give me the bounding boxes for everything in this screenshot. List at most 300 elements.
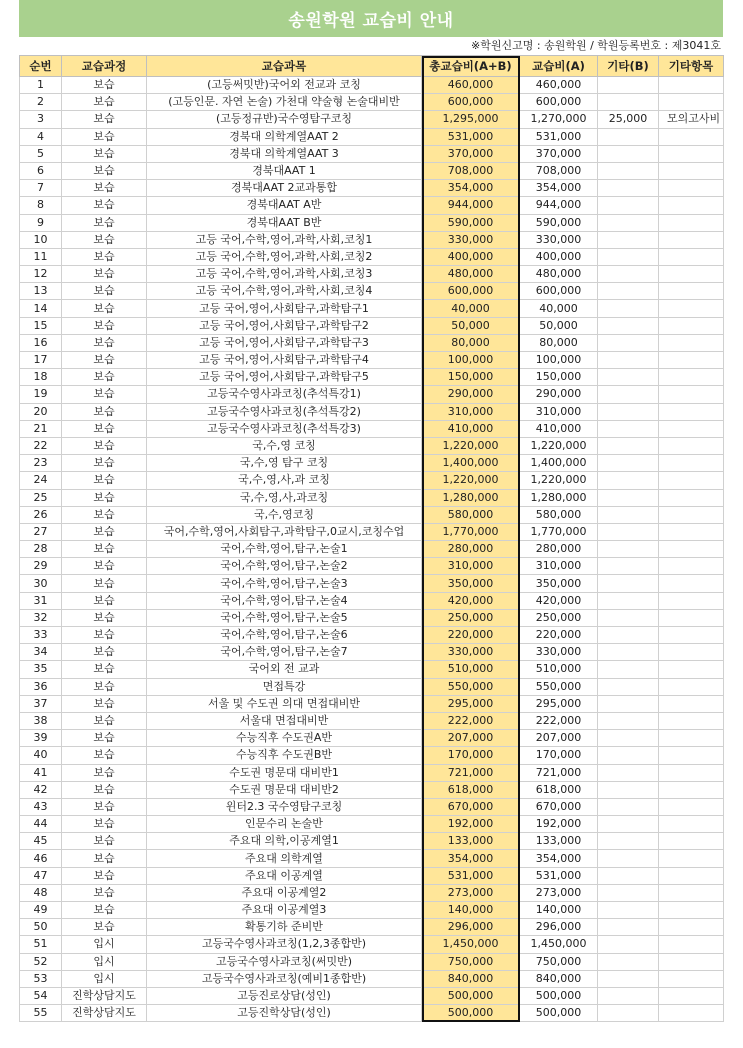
cell-other-b xyxy=(598,609,659,626)
cell-fee-a: 400,000 xyxy=(520,248,598,265)
cell-subject: 고등 국어,수학,영어,과학,사회,코칭4 xyxy=(147,283,422,300)
cell-no: 9 xyxy=(20,214,62,231)
cell-other-item xyxy=(659,970,724,987)
cell-total: 420,000 xyxy=(422,592,520,609)
cell-subject: 고등 국어,영어,사회탐구,과학탐구3 xyxy=(147,334,422,351)
cell-other-b xyxy=(598,764,659,781)
cell-other-b xyxy=(598,850,659,867)
cell-subject: 경북대AAT B반 xyxy=(147,214,422,231)
cell-fee-a: 500,000 xyxy=(520,1005,598,1022)
cell-no: 28 xyxy=(20,541,62,558)
cell-course: 보습 xyxy=(62,695,147,712)
cell-total: 310,000 xyxy=(422,558,520,575)
cell-other-item xyxy=(659,781,724,798)
cell-other-b xyxy=(598,884,659,901)
cell-no: 22 xyxy=(20,437,62,454)
cell-subject: 국,수,영코칭 xyxy=(147,506,422,523)
cell-total: 1,220,000 xyxy=(422,437,520,454)
cell-no: 53 xyxy=(20,970,62,987)
cell-no: 25 xyxy=(20,489,62,506)
cell-other-b xyxy=(598,661,659,678)
cell-no: 12 xyxy=(20,266,62,283)
cell-no: 35 xyxy=(20,661,62,678)
cell-total: 1,295,000 xyxy=(422,111,520,128)
cell-fee-a: 531,000 xyxy=(520,128,598,145)
cell-course: 보습 xyxy=(62,541,147,558)
cell-course: 보습 xyxy=(62,850,147,867)
table-row xyxy=(20,77,724,94)
cell-course: 보습 xyxy=(62,300,147,317)
cell-other-item xyxy=(659,541,724,558)
cell-other-b xyxy=(598,541,659,558)
cell-fee-a: 1,220,000 xyxy=(520,437,598,454)
cell-subject: 윈터2.3 국수영탐구코칭 xyxy=(147,798,422,815)
cell-subject: 서울대 면접대비반 xyxy=(147,712,422,729)
table-row xyxy=(20,575,724,592)
cell-other-b xyxy=(598,506,659,523)
cell-total: 100,000 xyxy=(422,352,520,369)
cell-subject: 서울 및 수도권 의대 면접대비반 xyxy=(147,695,422,712)
cell-total: 400,000 xyxy=(422,248,520,265)
cell-other-b xyxy=(598,420,659,437)
cell-no: 13 xyxy=(20,283,62,300)
cell-other-item xyxy=(659,489,724,506)
cell-course: 보습 xyxy=(62,730,147,747)
cell-subject: 국어,수학,영어,탐구,논술1 xyxy=(147,541,422,558)
cell-no: 20 xyxy=(20,403,62,420)
cell-other-item xyxy=(659,472,724,489)
cell-no: 48 xyxy=(20,884,62,901)
cell-total: 133,000 xyxy=(422,833,520,850)
cell-course: 보습 xyxy=(62,712,147,729)
cell-fee-a: 280,000 xyxy=(520,541,598,558)
cell-total: 590,000 xyxy=(422,214,520,231)
cell-total: 944,000 xyxy=(422,197,520,214)
table-row xyxy=(20,437,724,454)
cell-total: 296,000 xyxy=(422,919,520,936)
cell-subject: 고등국수영사과코칭(1,2,3종합반) xyxy=(147,936,422,953)
cell-course: 보습 xyxy=(62,231,147,248)
cell-course: 보습 xyxy=(62,833,147,850)
cell-other-b xyxy=(598,575,659,592)
table-row xyxy=(20,919,724,936)
cell-total: 721,000 xyxy=(422,764,520,781)
cell-other-b xyxy=(598,712,659,729)
cell-other-item xyxy=(659,403,724,420)
table-row xyxy=(20,403,724,420)
cell-other-item: 모의고사비 xyxy=(659,111,724,128)
cell-fee-a: 100,000 xyxy=(520,352,598,369)
cell-other-b xyxy=(598,558,659,575)
cell-other-item xyxy=(659,953,724,970)
cell-fee-a: 1,400,000 xyxy=(520,455,598,472)
cell-subject: 고등진로상담(성인) xyxy=(147,987,422,1004)
cell-other-b xyxy=(598,145,659,162)
cell-subject: 국어,수학,영어,탐구,논술2 xyxy=(147,558,422,575)
cell-other-item xyxy=(659,627,724,644)
cell-subject: 경북대AAT A반 xyxy=(147,197,422,214)
header-no: 순번 xyxy=(20,56,62,77)
cell-no: 7 xyxy=(20,180,62,197)
cell-course: 보습 xyxy=(62,884,147,901)
cell-total: 480,000 xyxy=(422,266,520,283)
cell-subject: 국어,수학,영어,탐구,논술6 xyxy=(147,627,422,644)
cell-no: 1 xyxy=(20,77,62,94)
cell-total: 1,220,000 xyxy=(422,472,520,489)
table-row xyxy=(20,145,724,162)
cell-fee-a: 480,000 xyxy=(520,266,598,283)
cell-other-item xyxy=(659,248,724,265)
table-row xyxy=(20,94,724,111)
cell-other-b xyxy=(598,523,659,540)
cell-subject: 경북대AAT 2교과통합 xyxy=(147,180,422,197)
cell-subject: 경북대AAT 1 xyxy=(147,162,422,179)
cell-fee-a: 590,000 xyxy=(520,214,598,231)
cell-fee-a: 600,000 xyxy=(520,283,598,300)
cell-fee-a: 140,000 xyxy=(520,902,598,919)
table-row xyxy=(20,162,724,179)
cell-subject: 주요대 이공계열 xyxy=(147,867,422,884)
cell-total: 354,000 xyxy=(422,850,520,867)
cell-total: 840,000 xyxy=(422,970,520,987)
cell-course: 보습 xyxy=(62,592,147,609)
cell-course: 보습 xyxy=(62,420,147,437)
cell-total: 80,000 xyxy=(422,334,520,351)
table-row xyxy=(20,867,724,884)
cell-other-b xyxy=(598,953,659,970)
cell-other-b xyxy=(598,334,659,351)
cell-no: 19 xyxy=(20,386,62,403)
header-subject: 교습과목 xyxy=(147,56,422,77)
cell-subject: 수능직후 수도권A반 xyxy=(147,730,422,747)
cell-fee-a: 1,270,000 xyxy=(520,111,598,128)
cell-total: 670,000 xyxy=(422,798,520,815)
cell-other-b xyxy=(598,386,659,403)
cell-no: 34 xyxy=(20,644,62,661)
table-row xyxy=(20,902,724,919)
cell-fee-a: 618,000 xyxy=(520,781,598,798)
table-row xyxy=(20,678,724,695)
cell-course: 보습 xyxy=(62,317,147,334)
cell-fee-a: 370,000 xyxy=(520,145,598,162)
cell-fee-a: 354,000 xyxy=(520,850,598,867)
cell-other-item xyxy=(659,214,724,231)
table-row xyxy=(20,128,724,145)
cell-other-b xyxy=(598,798,659,815)
table-row xyxy=(20,712,724,729)
table-row xyxy=(20,987,724,1004)
cell-subject: 고등 국어,수학,영어,과학,사회,코칭1 xyxy=(147,231,422,248)
cell-course: 보습 xyxy=(62,523,147,540)
cell-total: 510,000 xyxy=(422,661,520,678)
cell-other-b xyxy=(598,730,659,747)
cell-no: 21 xyxy=(20,420,62,437)
cell-other-item xyxy=(659,386,724,403)
cell-other-b xyxy=(598,455,659,472)
cell-course: 보습 xyxy=(62,369,147,386)
cell-fee-a: 500,000 xyxy=(520,987,598,1004)
table-row xyxy=(20,661,724,678)
cell-course: 보습 xyxy=(62,489,147,506)
cell-other-b xyxy=(598,162,659,179)
table-row xyxy=(20,369,724,386)
cell-course: 보습 xyxy=(62,455,147,472)
cell-fee-a: 330,000 xyxy=(520,231,598,248)
cell-course: 보습 xyxy=(62,919,147,936)
cell-other-item xyxy=(659,558,724,575)
cell-fee-a: 460,000 xyxy=(520,77,598,94)
cell-no: 10 xyxy=(20,231,62,248)
cell-other-b xyxy=(598,936,659,953)
cell-total: 531,000 xyxy=(422,128,520,145)
cell-total: 600,000 xyxy=(422,94,520,111)
cell-subject: 국어,수학,영어,탐구,논술5 xyxy=(147,609,422,626)
cell-subject: 경북대 의학계열AAT 3 xyxy=(147,145,422,162)
cell-total: 580,000 xyxy=(422,506,520,523)
page-title: 송원학원 교습비 안내 xyxy=(19,0,723,37)
cell-total: 750,000 xyxy=(422,953,520,970)
cell-other-item xyxy=(659,300,724,317)
cell-no: 40 xyxy=(20,747,62,764)
cell-course: 보습 xyxy=(62,798,147,815)
cell-other-b xyxy=(598,644,659,661)
cell-other-b xyxy=(598,489,659,506)
cell-subject: (고등써밋반)국어외 전교과 코칭 xyxy=(147,77,422,94)
cell-other-item xyxy=(659,644,724,661)
cell-other-item xyxy=(659,455,724,472)
cell-course: 보습 xyxy=(62,764,147,781)
cell-course: 보습 xyxy=(62,403,147,420)
table-row xyxy=(20,334,724,351)
cell-no: 33 xyxy=(20,627,62,644)
table-row xyxy=(20,833,724,850)
cell-no: 36 xyxy=(20,678,62,695)
cell-subject: 주요대 이공계열2 xyxy=(147,884,422,901)
cell-fee-a: 80,000 xyxy=(520,334,598,351)
cell-fee-a: 350,000 xyxy=(520,575,598,592)
cell-subject: 고등진학상담(성인) xyxy=(147,1005,422,1022)
table-row xyxy=(20,644,724,661)
table-row xyxy=(20,214,724,231)
table-row xyxy=(20,317,724,334)
cell-subject: 인문수리 논술반 xyxy=(147,816,422,833)
cell-no: 47 xyxy=(20,867,62,884)
cell-other-item xyxy=(659,850,724,867)
table-row xyxy=(20,816,724,833)
cell-no: 45 xyxy=(20,833,62,850)
cell-other-b xyxy=(598,781,659,798)
cell-other-item xyxy=(659,678,724,695)
cell-subject: 고등 국어,영어,사회탐구,과학탐구5 xyxy=(147,369,422,386)
table-row xyxy=(20,970,724,987)
cell-total: 250,000 xyxy=(422,609,520,626)
table-row xyxy=(20,936,724,953)
table-row xyxy=(20,1005,724,1022)
table-row xyxy=(20,180,724,197)
cell-no: 46 xyxy=(20,850,62,867)
table-row xyxy=(20,627,724,644)
cell-total: 295,000 xyxy=(422,695,520,712)
cell-subject: 고등 국어,수학,영어,과학,사회,코칭3 xyxy=(147,266,422,283)
fee-table xyxy=(19,55,724,1022)
cell-total: 600,000 xyxy=(422,283,520,300)
cell-course: 보습 xyxy=(62,627,147,644)
cell-other-item xyxy=(659,162,724,179)
cell-other-item xyxy=(659,523,724,540)
cell-course: 진학상담지도 xyxy=(62,1005,147,1022)
table-row xyxy=(20,231,724,248)
cell-other-item xyxy=(659,936,724,953)
cell-total: 220,000 xyxy=(422,627,520,644)
table-row xyxy=(20,352,724,369)
cell-other-b xyxy=(598,695,659,712)
cell-no: 41 xyxy=(20,764,62,781)
cell-course: 보습 xyxy=(62,437,147,454)
cell-other-b xyxy=(598,592,659,609)
cell-total: 500,000 xyxy=(422,987,520,1004)
cell-no: 11 xyxy=(20,248,62,265)
table-row xyxy=(20,798,724,815)
cell-no: 17 xyxy=(20,352,62,369)
table-row xyxy=(20,472,724,489)
cell-total: 170,000 xyxy=(422,747,520,764)
cell-total: 192,000 xyxy=(422,816,520,833)
table-row xyxy=(20,300,724,317)
table-row xyxy=(20,523,724,540)
cell-course: 보습 xyxy=(62,867,147,884)
cell-subject: 고등국수영사과코칭(써밋반) xyxy=(147,953,422,970)
cell-subject: 국,수,영 탐구 코칭 xyxy=(147,455,422,472)
cell-course: 입시 xyxy=(62,970,147,987)
cell-total: 550,000 xyxy=(422,678,520,695)
cell-course: 보습 xyxy=(62,575,147,592)
cell-subject: 주요대 의학계열 xyxy=(147,850,422,867)
cell-subject: 국어,수학,영어,탐구,논술4 xyxy=(147,592,422,609)
cell-course: 보습 xyxy=(62,197,147,214)
cell-fee-a: 290,000 xyxy=(520,386,598,403)
table-row xyxy=(20,609,724,626)
table-row xyxy=(20,541,724,558)
cell-subject: 수도권 명문대 대비반2 xyxy=(147,781,422,798)
cell-subject: (고등인문. 자연 논술) 가천대 약술형 논술대비반 xyxy=(147,94,422,111)
cell-fee-a: 296,000 xyxy=(520,919,598,936)
fee-table-body xyxy=(20,77,724,1022)
cell-other-item xyxy=(659,197,724,214)
cell-subject: 국어,수학,영어,탐구,논술3 xyxy=(147,575,422,592)
cell-total: 40,000 xyxy=(422,300,520,317)
cell-total: 1,280,000 xyxy=(422,489,520,506)
table-row xyxy=(20,489,724,506)
cell-no: 3 xyxy=(20,111,62,128)
cell-other-b xyxy=(598,317,659,334)
cell-other-b xyxy=(598,352,659,369)
cell-other-b xyxy=(598,627,659,644)
cell-course: 보습 xyxy=(62,266,147,283)
cell-subject: 국,수,영 코칭 xyxy=(147,437,422,454)
cell-course: 보습 xyxy=(62,334,147,351)
cell-no: 18 xyxy=(20,369,62,386)
cell-no: 42 xyxy=(20,781,62,798)
cell-no: 51 xyxy=(20,936,62,953)
cell-other-item xyxy=(659,833,724,850)
table-row xyxy=(20,953,724,970)
table-header-row xyxy=(20,56,724,77)
cell-total: 280,000 xyxy=(422,541,520,558)
cell-other-item xyxy=(659,902,724,919)
cell-fee-a: 273,000 xyxy=(520,884,598,901)
cell-fee-a: 1,770,000 xyxy=(520,523,598,540)
cell-subject: 고등국수영사과코칭(예비1종합반) xyxy=(147,970,422,987)
cell-other-item xyxy=(659,798,724,815)
table-row xyxy=(20,111,724,128)
cell-no: 26 xyxy=(20,506,62,523)
cell-other-b xyxy=(598,472,659,489)
cell-total: 708,000 xyxy=(422,162,520,179)
cell-other-b xyxy=(598,437,659,454)
cell-total: 150,000 xyxy=(422,369,520,386)
cell-subject: 수능직후 수도권B반 xyxy=(147,747,422,764)
table-row xyxy=(20,764,724,781)
cell-total: 330,000 xyxy=(422,644,520,661)
cell-subject: (고등정규반)국수영탐구코칭 xyxy=(147,111,422,128)
cell-total: 410,000 xyxy=(422,420,520,437)
cell-other-b xyxy=(598,369,659,386)
cell-subject: 고등 국어,영어,사회탐구,과학탐구4 xyxy=(147,352,422,369)
cell-no: 50 xyxy=(20,919,62,936)
cell-no: 4 xyxy=(20,128,62,145)
cell-fee-a: 550,000 xyxy=(520,678,598,695)
cell-no: 15 xyxy=(20,317,62,334)
cell-no: 6 xyxy=(20,162,62,179)
cell-other-item xyxy=(659,369,724,386)
cell-total: 354,000 xyxy=(422,180,520,197)
cell-no: 24 xyxy=(20,472,62,489)
cell-no: 8 xyxy=(20,197,62,214)
cell-course: 보습 xyxy=(62,902,147,919)
table-row xyxy=(20,592,724,609)
cell-course: 진학상담지도 xyxy=(62,987,147,1004)
header-total: 총교습비(A+B) xyxy=(422,56,520,77)
cell-total: 1,450,000 xyxy=(422,936,520,953)
cell-fee-a: 40,000 xyxy=(520,300,598,317)
cell-fee-a: 721,000 xyxy=(520,764,598,781)
cell-course: 보습 xyxy=(62,609,147,626)
cell-other-b xyxy=(598,128,659,145)
cell-other-item xyxy=(659,730,724,747)
cell-subject: 고등 국어,수학,영어,과학,사회,코칭2 xyxy=(147,248,422,265)
cell-other-item xyxy=(659,884,724,901)
cell-other-b xyxy=(598,1005,659,1022)
cell-course: 보습 xyxy=(62,77,147,94)
cell-other-b xyxy=(598,403,659,420)
cell-course: 입시 xyxy=(62,953,147,970)
cell-no: 37 xyxy=(20,695,62,712)
cell-subject: 고등 국어,영어,사회탐구,과학탐구2 xyxy=(147,317,422,334)
cell-other-item xyxy=(659,437,724,454)
cell-no: 49 xyxy=(20,902,62,919)
table-row xyxy=(20,850,724,867)
cell-fee-a: 354,000 xyxy=(520,180,598,197)
cell-no: 44 xyxy=(20,816,62,833)
cell-other-b xyxy=(598,231,659,248)
cell-fee-a: 750,000 xyxy=(520,953,598,970)
cell-total: 370,000 xyxy=(422,145,520,162)
cell-subject: 경북대 의학계열AAT 2 xyxy=(147,128,422,145)
cell-subject: 수도권 명문대 대비반1 xyxy=(147,764,422,781)
cell-other-item xyxy=(659,575,724,592)
table-row xyxy=(20,747,724,764)
cell-other-item xyxy=(659,334,724,351)
